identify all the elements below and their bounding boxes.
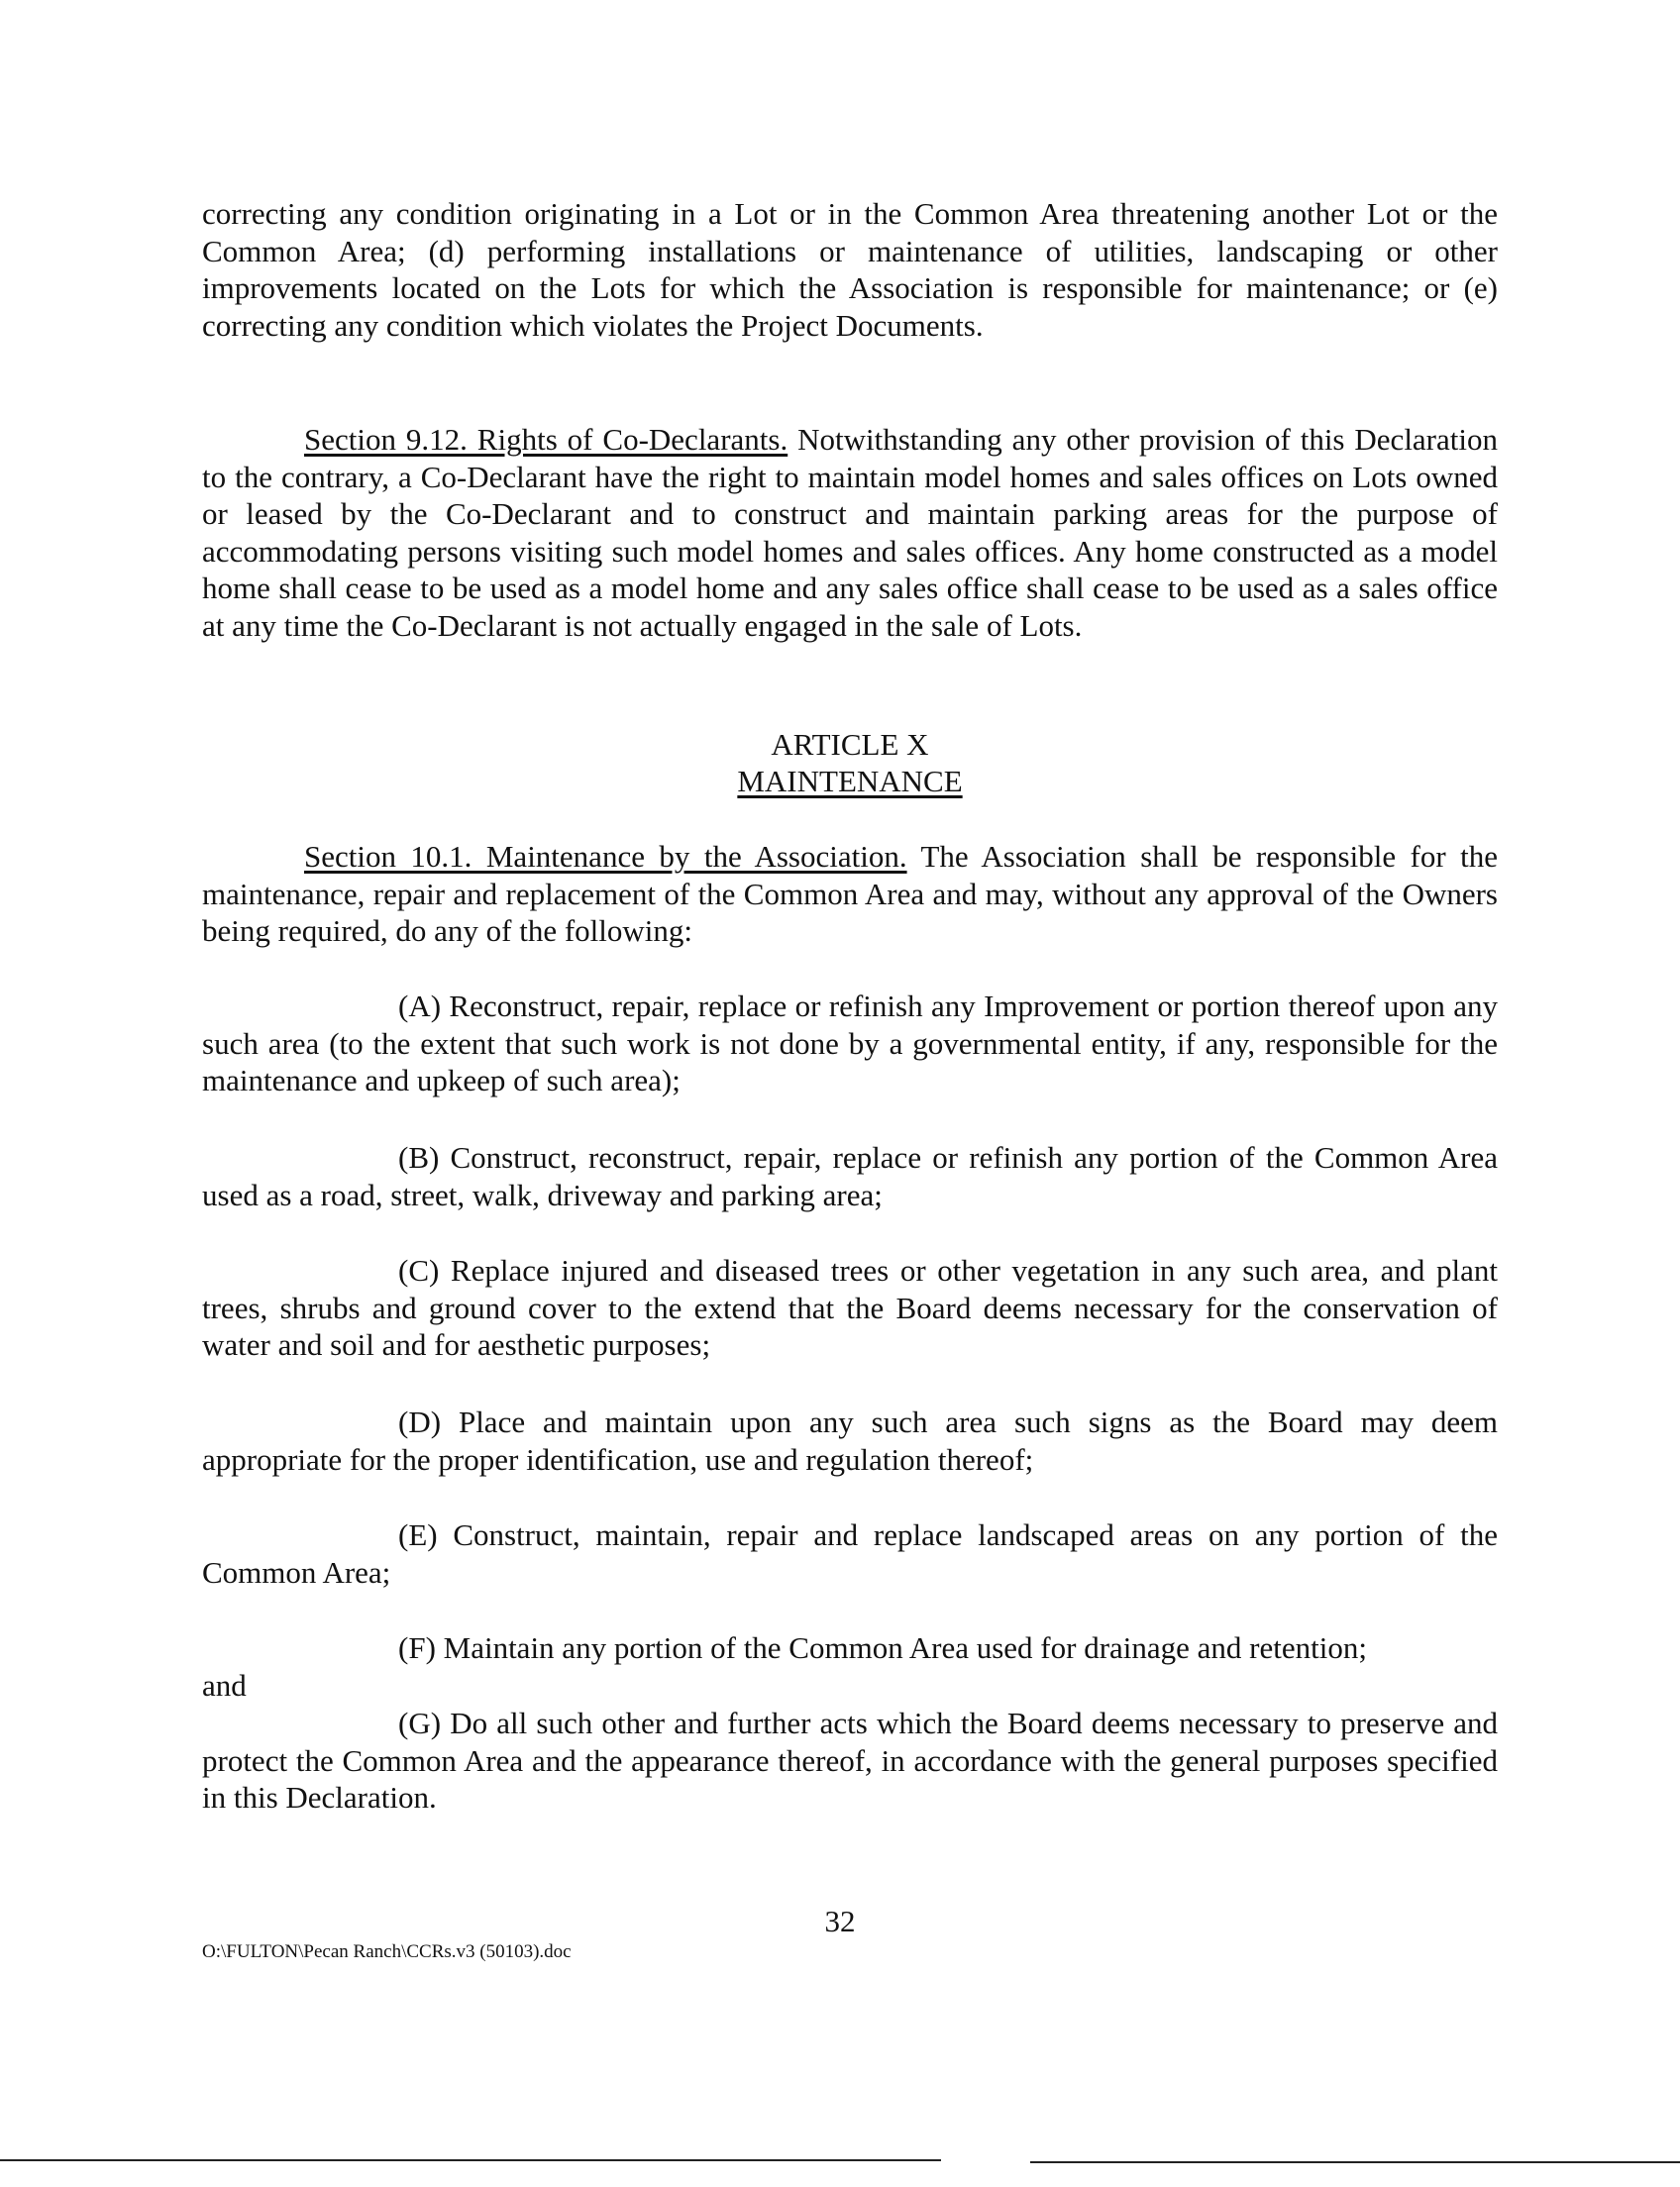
section-10-1-paragraph	[202, 838, 1498, 950]
item-g: (G) Do all such other and further acts which the Board deems necessary to preserve and protect the Common Area and the appearance thereof, in accordance with the general purposes specified in this Declaration.	[202, 1706, 1498, 1815]
section-9-12-paragraph	[202, 421, 1498, 644]
section-10-1-body: The Association shall be responsible for the maintenance, repair and replacement of the Common Area and may, without any approval of the Owners being required, do any of the following:	[202, 839, 1498, 948]
continuation-paragraph: correcting any condition originating in a Lot or in the Common Area threatening another Lot or the Common Area; (d) performing installations or maintenance of utilities, landscaping or other improvements located on the Lots for which the Association is responsible for maintenance; or (e) correcting any condition which violates the Project Documents.	[202, 196, 1498, 343]
item-f-and: and	[202, 1668, 247, 1703]
item-a: (A) Reconstruct, repair, replace or refinish any Improvement or portion thereof upon any such area (to the extent that such work is not done by a governmental entity, if any, responsible for the maintenance and upkeep of such area);	[202, 989, 1498, 1097]
item-d: (D) Place and maintain upon any such area such signs as the Board may deem appropriate for the proper identification, use and regulation thereof;	[202, 1405, 1498, 1477]
article-title: MAINTENANCE	[737, 764, 963, 798]
section-9-12-body: Notwithstanding any other provision of this Declaration to the contrary, a Co-Declarant have the right to maintain model homes and sales offices on Lots owned or leased by the Co-Declarant and to construct and maintain parking areas for the purpose of accommodating persons visiting such model homes and sales offices. Any home constructed as a model home shall cease to be used as a model home and any sales office shall cease to be used as a sales office at any time the Co-Declarant is not actually engaged in the sale of Lots.	[202, 422, 1498, 643]
footer-file-path: O:\FULTON\Pecan Ranch\CCRs.v3 (50103).doc	[202, 1941, 572, 1962]
item-e: (E) Construct, maintain, repair and replace landscaped areas on any portion of the Common Area;	[202, 1517, 1498, 1590]
section-9-12-heading: Section 9.12. Rights of Co-Declarants.	[304, 422, 788, 457]
article-number: ARTICLE X	[771, 727, 929, 762]
item-f: (F) Maintain any portion of the Common Area used for drainage and retention;	[398, 1630, 1367, 1665]
item-c: (C) Replace injured and diseased trees or other vegetation in any such area, and plant trees, shrubs and ground cover to the extend that the Board deems necessary for the conservation of water and soil and for aesthetic purposes;	[202, 1253, 1498, 1362]
page-number: 32	[824, 1904, 856, 1938]
bottom-scan-line-left	[0, 2159, 941, 2161]
section-10-1-heading: Section 10.1. Maintenance by the Association.	[304, 839, 907, 874]
bottom-scan-line-right	[1030, 2161, 1680, 2163]
item-b: (B) Construct, reconstruct, repair, replace or refinish any portion of the Common Area used as a road, street, walk, driveway and parking area;	[202, 1140, 1498, 1212]
